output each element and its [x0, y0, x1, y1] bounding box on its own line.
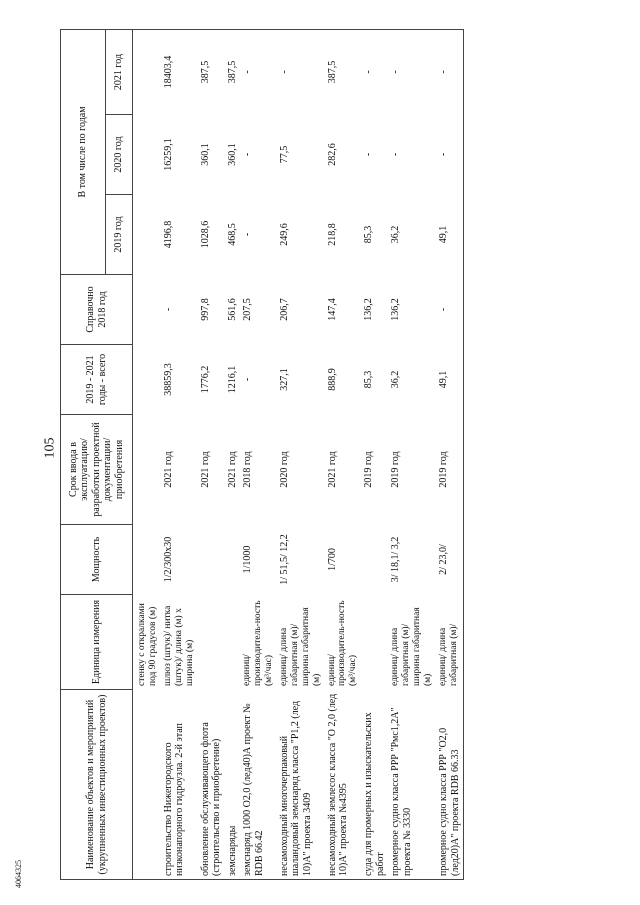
cell-deadline: 2019 год	[436, 415, 464, 525]
cell-name	[133, 690, 161, 880]
cell-capacity: 1/1000	[242, 545, 254, 574]
cell-total	[133, 345, 161, 415]
cell-total: 1776,2	[199, 365, 211, 394]
cell-y2021: -	[240, 29, 277, 114]
cell-total: 38859,3	[162, 363, 174, 396]
rotated-table-container	[60, 30, 640, 880]
table-row	[388, 29, 436, 879]
cell-ref2018: -	[162, 307, 174, 312]
header-name: Наименование объектов и мероприятий (укрупненных инвестиционных проектов)	[61, 690, 133, 880]
cell-deadline: 2018 год	[242, 451, 254, 488]
cell-capacity: 3/ 18,1/ 3,2	[390, 536, 402, 583]
cell-total: 85,3	[363, 370, 375, 389]
cell-total: 888,9	[326, 368, 338, 391]
cell-y2021: 18403,4	[161, 29, 198, 114]
cell-total: 49,1	[436, 345, 464, 415]
cell-capacity	[225, 525, 241, 595]
cell-name: несамоходный многочерпаковый шаландовый земснаряд класса "Р1,2 (лед 10)А" проекта 3409	[277, 690, 325, 880]
table-row	[240, 29, 277, 879]
cell-deadline: 2019 год	[390, 451, 402, 488]
cell-unit: единиц/ длина габаритная (м)/ ширина габаритная (м)	[278, 607, 322, 686]
cell-unit: единиц/ длина габаритная (м)/	[436, 595, 464, 690]
cell-total: -	[242, 377, 254, 382]
cell-deadline: 2020 год	[278, 451, 290, 488]
cell-capacity: 1/ 51,5/ 12,2	[278, 534, 290, 585]
cell-unit	[198, 595, 225, 690]
cell-y2021: 387,5	[325, 29, 362, 114]
table-body	[133, 29, 464, 879]
table-row	[277, 29, 325, 879]
cell-unit: единиц/ длина габаритная (м)/ ширина габаритная (м)	[390, 607, 434, 686]
table-row	[133, 29, 161, 879]
cell-y2019: 249,6	[278, 223, 290, 246]
cell-ref2018: 136,2	[390, 298, 402, 321]
document-code: 4064325	[14, 860, 23, 888]
cell-y2019: -	[242, 232, 254, 237]
cell-unit	[361, 595, 388, 690]
cell-ref2018: 136,2	[363, 298, 375, 321]
cell-y2021: -	[361, 29, 388, 114]
cell-y2019: 36,2	[390, 225, 402, 244]
header-deadline: Срок ввода в эксплуатацию/ разработки проектной документации/ приобретения	[61, 415, 133, 525]
cell-y2020: -	[436, 115, 464, 195]
cell-capacity: 2/ 23,0/	[436, 525, 464, 595]
header-2021: 2021 год	[106, 29, 133, 114]
cell-y2019: 1028,6	[199, 220, 211, 249]
cell-unit: единиц/ производитель-ность (м³/час)	[326, 600, 359, 686]
cell-ref2018: 561,6	[226, 298, 238, 321]
cell-y2020: 77,5	[278, 145, 290, 164]
cell-y2020: 360,1	[226, 143, 238, 166]
cell-y2019: 218,8	[326, 223, 338, 246]
cell-capacity: 1/700	[326, 548, 338, 571]
header-ref-2018: Справочно 2018 год	[61, 275, 133, 345]
table-row	[225, 29, 241, 879]
header-2019: 2019 год	[106, 195, 133, 275]
cell-ref2018: 147,4	[326, 298, 338, 321]
cell-name: промерное судно класса РРР "О2,0 (лед20)А" проекта RDB 66.33	[436, 690, 464, 880]
table-row	[325, 29, 362, 879]
cell-y2020: 16259,1	[162, 138, 174, 171]
cell-y2021: 387,5	[225, 29, 241, 114]
cell-unit	[225, 595, 241, 690]
cell-y2021: -	[436, 29, 464, 114]
cell-y2020: -	[242, 152, 254, 157]
cell-y2021: -	[277, 29, 325, 114]
cell-name: земснаряды	[225, 690, 241, 880]
cell-deadline: 2021 год	[226, 451, 238, 488]
investment-table	[60, 29, 464, 880]
cell-unit: шлюз (штук)/ нитка (штук)/ длина (м) х ширина (м)	[162, 605, 195, 686]
header-total: 2019 - 2021 годы - всего	[61, 345, 133, 415]
cell-total: 36,2	[390, 370, 402, 389]
cell-y2019: 85,3	[363, 225, 375, 244]
header-unit: Единица измерения	[61, 595, 133, 690]
cell-y2021: 387,5	[198, 29, 225, 114]
cell-name: несамоходный землесос класса "О 2,0 (лед 10)А" проекта №4395	[325, 690, 362, 880]
cell-unit: стенку с откралками под 90 градусов (м)	[137, 603, 158, 686]
cell-total: 327,1	[278, 368, 290, 391]
cell-capacity	[361, 525, 388, 595]
cell-y2019: 468,5	[226, 223, 238, 246]
header-2020: 2020 год	[106, 115, 133, 195]
table-row	[436, 29, 464, 879]
header-capacity: Мощность	[61, 525, 133, 595]
cell-capacity	[198, 525, 225, 595]
cell-y2019: 49,1	[436, 195, 464, 275]
cell-ref2018: 997,8	[199, 298, 211, 321]
cell-name: земснаряд 1000 О2,0 (лед40)А проект № RDB 66.42	[240, 690, 277, 880]
cell-deadline: 2021 год	[326, 451, 338, 488]
cell-name: строительство Нижегородского низконапорного гидроузла. 2-й этап	[161, 690, 198, 880]
cell-y2021	[133, 29, 161, 114]
cell-ref2018	[133, 275, 161, 345]
cell-y2020: -	[390, 152, 402, 157]
cell-unit: единиц/ производитель-ность (м³/час)	[242, 600, 274, 686]
cell-deadline: 2021 год	[199, 451, 211, 488]
page-number: 105	[42, 437, 58, 459]
cell-name: суда для промерных и изыскательских работ	[361, 690, 388, 880]
cell-deadline	[133, 415, 161, 525]
header-by-years: В том числе по годам	[61, 29, 106, 274]
cell-ref2018: -	[436, 275, 464, 345]
table-row	[198, 29, 225, 879]
cell-deadline: 2019 год	[363, 451, 375, 488]
cell-capacity: 1/2/300х30	[162, 536, 174, 583]
table-row	[161, 29, 198, 879]
cell-name: промерное судно класса РРР "Рмс1,2А" проекта № 3330	[388, 690, 436, 880]
cell-y2020	[133, 115, 161, 195]
cell-y2020: 360,1	[199, 143, 211, 166]
cell-y2020: -	[363, 152, 375, 157]
cell-ref2018: 206,7	[278, 298, 290, 321]
cell-y2021: -	[388, 29, 436, 114]
cell-capacity	[133, 525, 161, 595]
cell-name: обновление обслуживающего флота (строительство и приобретение)	[198, 690, 225, 880]
cell-ref2018: 207,5	[242, 298, 254, 321]
cell-total: 1216,1	[226, 365, 238, 394]
table-row	[361, 29, 388, 879]
cell-y2019: 4196,8	[162, 220, 174, 249]
cell-deadline: 2021 год	[162, 451, 174, 488]
cell-y2019	[133, 195, 161, 275]
cell-y2020: 282,6	[326, 143, 338, 166]
